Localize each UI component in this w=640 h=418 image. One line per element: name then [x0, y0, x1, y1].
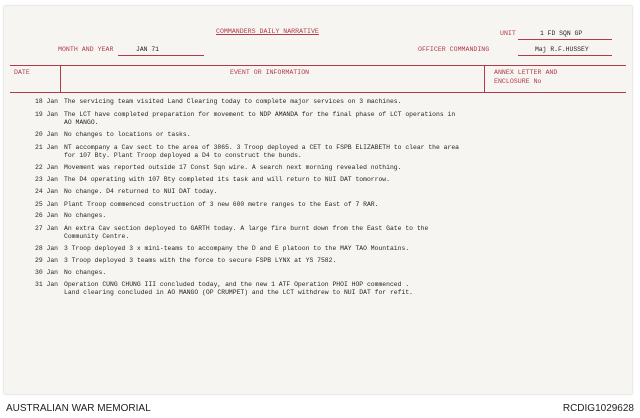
entry-text: No changes. [64, 212, 107, 219]
footer [0, 398, 640, 418]
entry-date: 31 Jan [34, 281, 58, 288]
officer-underline [518, 55, 612, 56]
date-column-header: DATE [14, 69, 30, 76]
entry-date: 30 Jan [34, 269, 58, 276]
entry-text: Movement was reported outside 17 Const Sqn wire. A search next morning revealed nothing. [64, 164, 402, 171]
footer-credit: AUSTRALIAN WAR MEMORIAL [6, 403, 151, 414]
annex-column-header-line1: ANNEX LETTER AND [494, 69, 558, 76]
entry-date: 29 Jan [34, 257, 58, 264]
month-year-value: JAN 71 [136, 46, 160, 53]
entry-text: No change. D4 returned to NUI DAT today. [64, 188, 218, 195]
entry-text: No changes to locations or tasks. [64, 131, 191, 138]
officer-value: Maj R.F.HUSSEY [535, 46, 589, 53]
entry-date: 22 Jan [34, 164, 58, 171]
annex-column-divider [484, 65, 485, 93]
entry-text: The servicing team visited Land Clearing today to complete major services on 3 machines. [64, 98, 402, 105]
footer-record-id: RCDIG1029628 [562, 403, 634, 414]
entry-date: 18 Jan [34, 98, 58, 105]
document-title: COMMANDERS DAILY NARRATIVE [216, 28, 319, 35]
entry-date: 19 Jan [34, 111, 58, 118]
entry-text: NT accompany a Cav sect to the area of 3865. 3 Troop deployed a CET to FSPB ELIZABETH to clear the area for 107 Bty. Plant Troop deployed a D4 to construct the bunds. [64, 144, 460, 159]
entry-date: 23 Jan [34, 176, 58, 183]
entry-date: 24 Jan [34, 188, 58, 195]
month-year-label: MONTH AND YEAR [58, 46, 114, 53]
entry-text: 3 Troop deployed 3 x mini-teams to accompany the D and E platoon to the MAY TAO Mountains. [64, 245, 410, 252]
event-column-header: EVENT OR INFORMATION [230, 69, 310, 76]
entry-date: 27 Jan [34, 225, 58, 232]
entry-text: 3 Troop deployed 3 teams with the force to secure FSPB LYNX at YS 7582. [64, 257, 337, 264]
month-year-underline [118, 55, 204, 56]
unit-value: 1 FD SQN GP [540, 30, 583, 37]
entry-text: The D4 operating with 107 Bty completed its task and will return to NUI DAT tomorrow. [64, 176, 390, 183]
entry-text: The LCT have completed preparation for movement to NDP AMANDA for the final phase of LCT operations in AO MANGO. [64, 111, 456, 126]
date-column-divider [60, 65, 61, 93]
entry-text: No changes. [64, 269, 107, 276]
entry-date: 28 Jan [34, 245, 58, 252]
entry-text: An extra Cav section deployed to GARTH today. A large fire burnt down from the East Gate to the Community Centre. [64, 225, 429, 240]
entry-date: 26 Jan [34, 212, 58, 219]
entry-date: 25 Jan [34, 201, 58, 208]
document-page [4, 6, 632, 394]
unit-underline [518, 39, 612, 40]
table-header-rule [10, 92, 626, 93]
entry-text: Operation CUNG CHUNG III concluded today, and the new 1 ATF Operation PHOI HOP commenced . Land clearing concluded in AO MANGO (OP CRUMPET) and the LCT withdrew to NUI DAT for refit. [64, 281, 413, 296]
unit-label: UNIT [500, 30, 516, 37]
entry-text: Plant Troop commenced construction of 3 new 600 metre ranges to the East of 7 RAR. [64, 201, 379, 208]
annex-column-header-line2: ENCLOSURE No [494, 78, 542, 85]
entry-date: 20 Jan [34, 131, 58, 138]
table-top-rule [10, 65, 626, 66]
officer-label: OFFICER COMMANDING [418, 46, 490, 53]
entry-date: 21 Jan [34, 144, 58, 151]
